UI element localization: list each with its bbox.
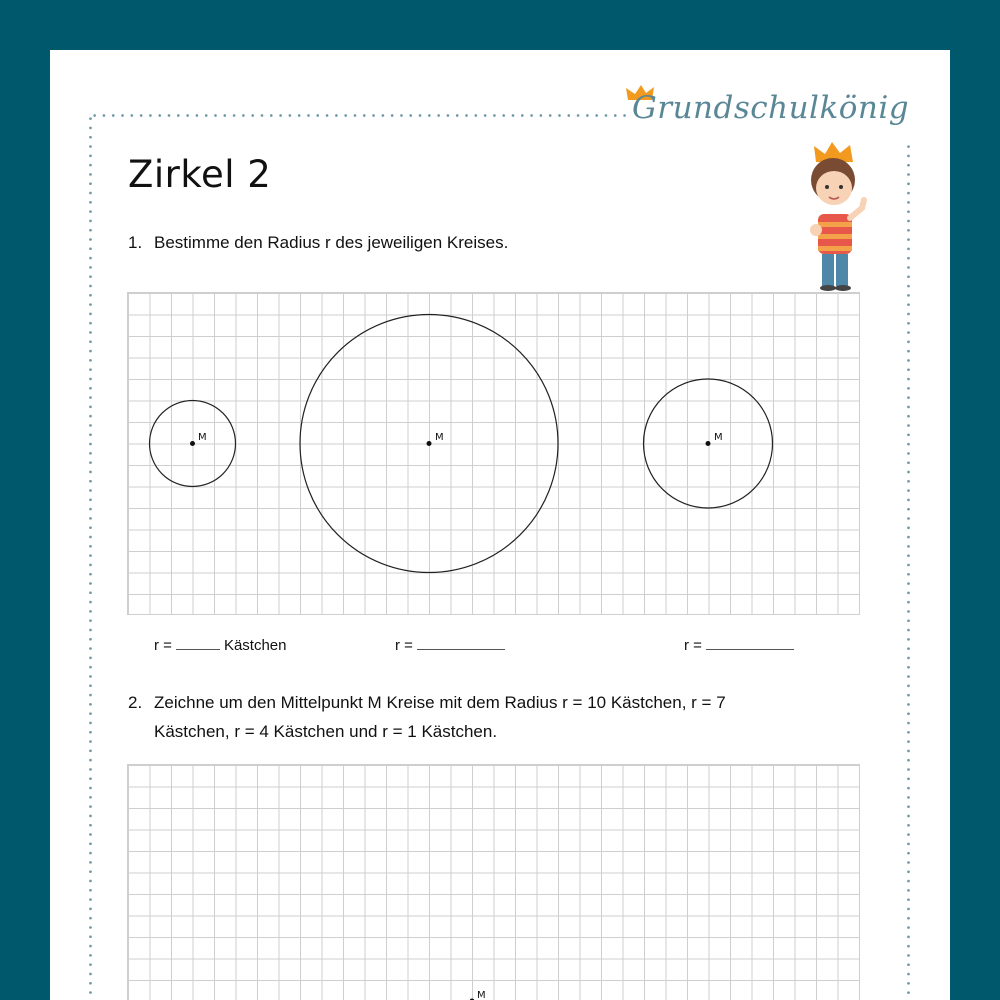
circles-drawing <box>128 293 859 615</box>
answer-3-blank[interactable] <box>706 637 794 650</box>
task-2-number: 2. <box>128 693 143 712</box>
svg-text:M: M <box>198 432 207 443</box>
dotted-border-left <box>89 114 92 1000</box>
dotted-border-right <box>907 142 910 1000</box>
dotted-border-top <box>90 114 630 117</box>
circle-large <box>300 315 558 573</box>
answer-3: r = <box>684 637 798 654</box>
circle-medium <box>644 379 773 508</box>
task-1-number: 1. <box>128 233 143 252</box>
mascot-boy-icon <box>798 142 878 292</box>
page-title: Zirkel 2 <box>128 153 272 196</box>
center-point-drawing <box>128 765 859 1000</box>
task-2-instruction <box>128 688 726 746</box>
svg-text:M: M <box>714 432 723 443</box>
grid-task-2[interactable] <box>127 764 860 1000</box>
answer-1-blank[interactable] <box>176 637 220 650</box>
answer-2-blank[interactable] <box>417 637 505 650</box>
svg-text:M: M <box>435 432 444 443</box>
worksheet-page <box>50 50 950 1000</box>
task-1-text: Bestimme den Radius r des jeweiligen Kreises. <box>154 233 509 252</box>
svg-text:M: M <box>477 990 486 1000</box>
answer-2: r = <box>395 637 509 654</box>
circle-small <box>150 401 236 487</box>
answer-1: r = Kästchen <box>154 637 287 654</box>
task-1-instruction <box>128 228 508 257</box>
grid-task-1 <box>127 292 860 615</box>
task-2-line-1: Zeichne um den Mittelpunkt M Kreise mit dem Radius r = 10 Kästchen, r = 7 <box>154 693 726 712</box>
task-2-line-2: Kästchen, r = 4 Kästchen und r = 1 Kästchen. <box>154 722 498 741</box>
brand-logo: Grundschulkönig <box>632 90 910 126</box>
